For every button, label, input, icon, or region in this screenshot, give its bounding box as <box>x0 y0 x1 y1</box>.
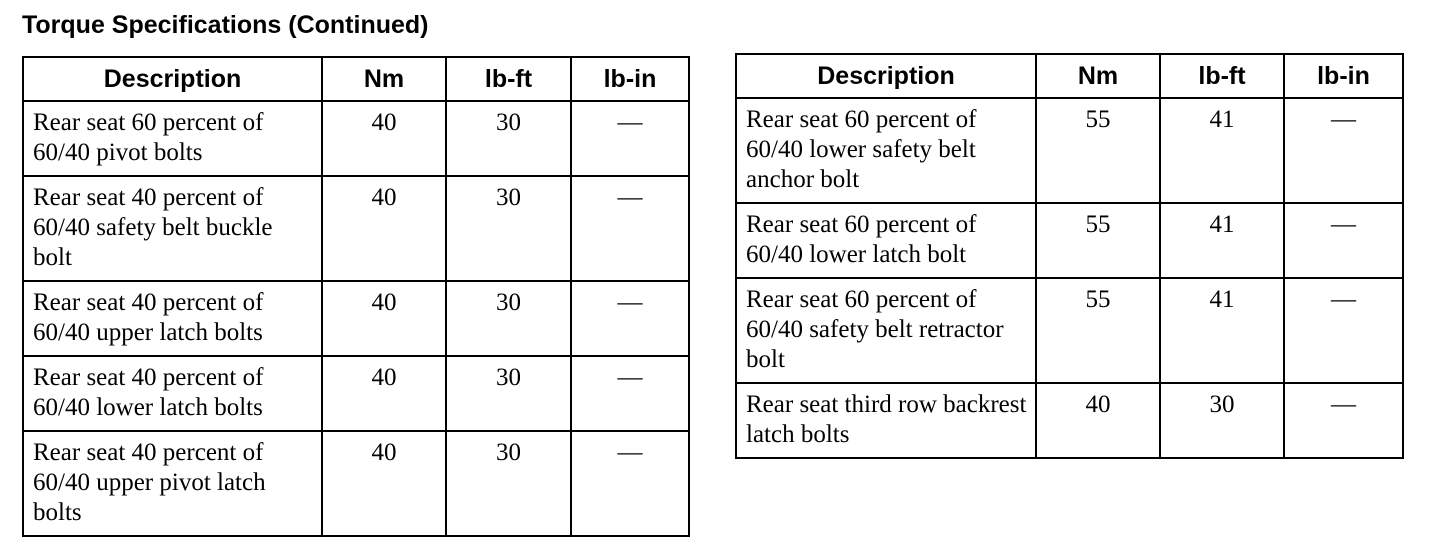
lbin-cell: — <box>1284 98 1403 203</box>
table-header-row <box>23 57 689 101</box>
lbft-cell: 30 <box>446 356 571 431</box>
lbin-cell: — <box>571 176 689 281</box>
lbin-cell: — <box>571 431 689 536</box>
lbft-cell: 30 <box>446 281 571 356</box>
header-description: Description <box>736 54 1036 98</box>
table-row <box>736 383 1403 458</box>
table-row <box>736 98 1403 203</box>
description-cell: Rear seat 40 percent of 60/40 upper pivot latch bolts <box>23 431 322 536</box>
lbin-cell: — <box>571 101 689 176</box>
header-lbft: lb-ft <box>446 57 571 101</box>
lbin-cell: — <box>1284 383 1403 458</box>
header-nm: Nm <box>1036 54 1160 98</box>
lbin-cell: — <box>1284 278 1403 383</box>
description-cell: Rear seat 40 percent of 60/40 lower latch bolts <box>23 356 322 431</box>
table-row <box>23 431 689 536</box>
table-row <box>23 281 689 356</box>
nm-cell: 55 <box>1036 278 1160 383</box>
lbin-cell: — <box>571 281 689 356</box>
lbft-cell: 41 <box>1160 98 1284 203</box>
table-row <box>23 356 689 431</box>
lbft-cell: 30 <box>1160 383 1284 458</box>
header-nm: Nm <box>322 57 446 101</box>
lbin-cell: — <box>1284 203 1403 278</box>
description-cell: Rear seat 60 percent of 60/40 safety belt retractor bolt <box>736 278 1036 383</box>
nm-cell: 40 <box>322 431 446 536</box>
table-header-row <box>736 54 1403 98</box>
description-cell: Rear seat third row backrest latch bolts <box>736 383 1036 458</box>
page-title: Torque Specifications (Continued) <box>22 11 429 39</box>
description-cell: Rear seat 60 percent of 60/40 pivot bolts <box>23 101 322 176</box>
header-description: Description <box>23 57 322 101</box>
table-row <box>23 176 689 281</box>
torque-table-left <box>22 56 690 537</box>
nm-cell: 40 <box>322 281 446 356</box>
table-row <box>736 203 1403 278</box>
nm-cell: 55 <box>1036 203 1160 278</box>
lbft-cell: 30 <box>446 431 571 536</box>
header-lbft: lb-ft <box>1160 54 1284 98</box>
nm-cell: 40 <box>322 176 446 281</box>
lbft-cell: 41 <box>1160 278 1284 383</box>
header-lbin: lb-in <box>1284 54 1403 98</box>
description-cell: Rear seat 40 percent of 60/40 safety belt buckle bolt <box>23 176 322 281</box>
description-cell: Rear seat 60 percent of 60/40 lower latch bolt <box>736 203 1036 278</box>
description-cell: Rear seat 60 percent of 60/40 lower safety belt anchor bolt <box>736 98 1036 203</box>
torque-table-right <box>735 53 1404 459</box>
description-cell: Rear seat 40 percent of 60/40 upper latch bolts <box>23 281 322 356</box>
lbft-cell: 30 <box>446 101 571 176</box>
lbft-cell: 30 <box>446 176 571 281</box>
nm-cell: 40 <box>322 356 446 431</box>
nm-cell: 55 <box>1036 98 1160 203</box>
header-lbin: lb-in <box>571 57 689 101</box>
nm-cell: 40 <box>1036 383 1160 458</box>
lbin-cell: — <box>571 356 689 431</box>
nm-cell: 40 <box>322 101 446 176</box>
lbft-cell: 41 <box>1160 203 1284 278</box>
table-row <box>23 101 689 176</box>
table-row <box>736 278 1403 383</box>
